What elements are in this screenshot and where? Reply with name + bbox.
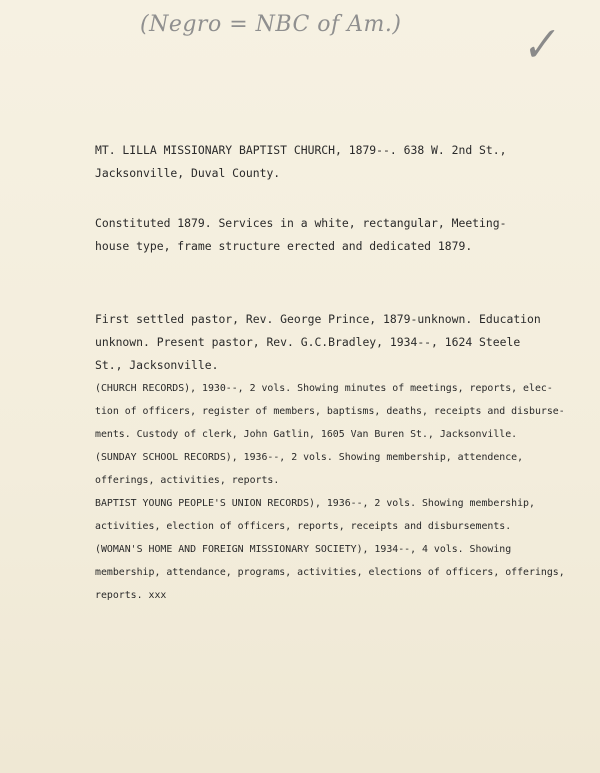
records-line: reports. xxx <box>95 590 167 601</box>
records-section <box>95 377 585 607</box>
paragraph-line: St., Jacksonville. <box>95 358 219 372</box>
records-line: (CHURCH RECORDS), 1930--, 2 vols. Showing minutes of meetings, reports, elec- <box>95 383 553 394</box>
paragraph-line: house type, frame structure erected and dedicated 1879. <box>95 239 473 253</box>
check-mark-icon: ✓ <box>516 17 561 74</box>
church-heading <box>95 139 585 185</box>
records-line: (SUNDAY SCHOOL RECORDS), 1936--, 2 vols. Showing membership, attendence, <box>95 452 524 463</box>
records-line: activities, election of officers, reports, receipts and disbursements. <box>95 521 512 532</box>
records-line: BAPTIST YOUNG PEOPLE'S UNION RECORDS), 1936--, 2 vols. Showing membership, <box>95 498 535 509</box>
handwritten-note: (Negro = NBC of Am.) <box>140 12 402 37</box>
paragraph-line: unknown. Present pastor, Rev. G.C.Bradley, 1934--, 1624 Steele <box>95 335 521 349</box>
records-line: offerings, activities, reports. <box>95 475 280 486</box>
records-line: tion of officers, register of members, baptisms, deaths, receipts and disburse- <box>95 406 565 417</box>
records-line: membership, attendance, programs, activities, elections of officers, offerings, <box>95 567 565 578</box>
paragraph-line: First settled pastor, Rev. George Prince, 1879-unknown. Education <box>95 312 541 326</box>
constituted-paragraph <box>95 212 585 258</box>
records-line: (WOMAN'S HOME AND FOREIGN MISSIONARY SOCIETY), 1934--, 4 vols. Showing <box>95 544 512 555</box>
records-line: ments. Custody of clerk, John Gatlin, 1605 Van Buren St., Jacksonville. <box>95 429 518 440</box>
pastor-paragraph <box>95 308 585 377</box>
heading-line: Jacksonville, Duval County. <box>95 166 281 180</box>
heading-line: MT. LILLA MISSIONARY BAPTIST CHURCH, 1879--. 638 W. 2nd St., <box>95 143 507 157</box>
paragraph-line: Constituted 1879. Services in a white, rectangular, Meeting- <box>95 216 507 230</box>
